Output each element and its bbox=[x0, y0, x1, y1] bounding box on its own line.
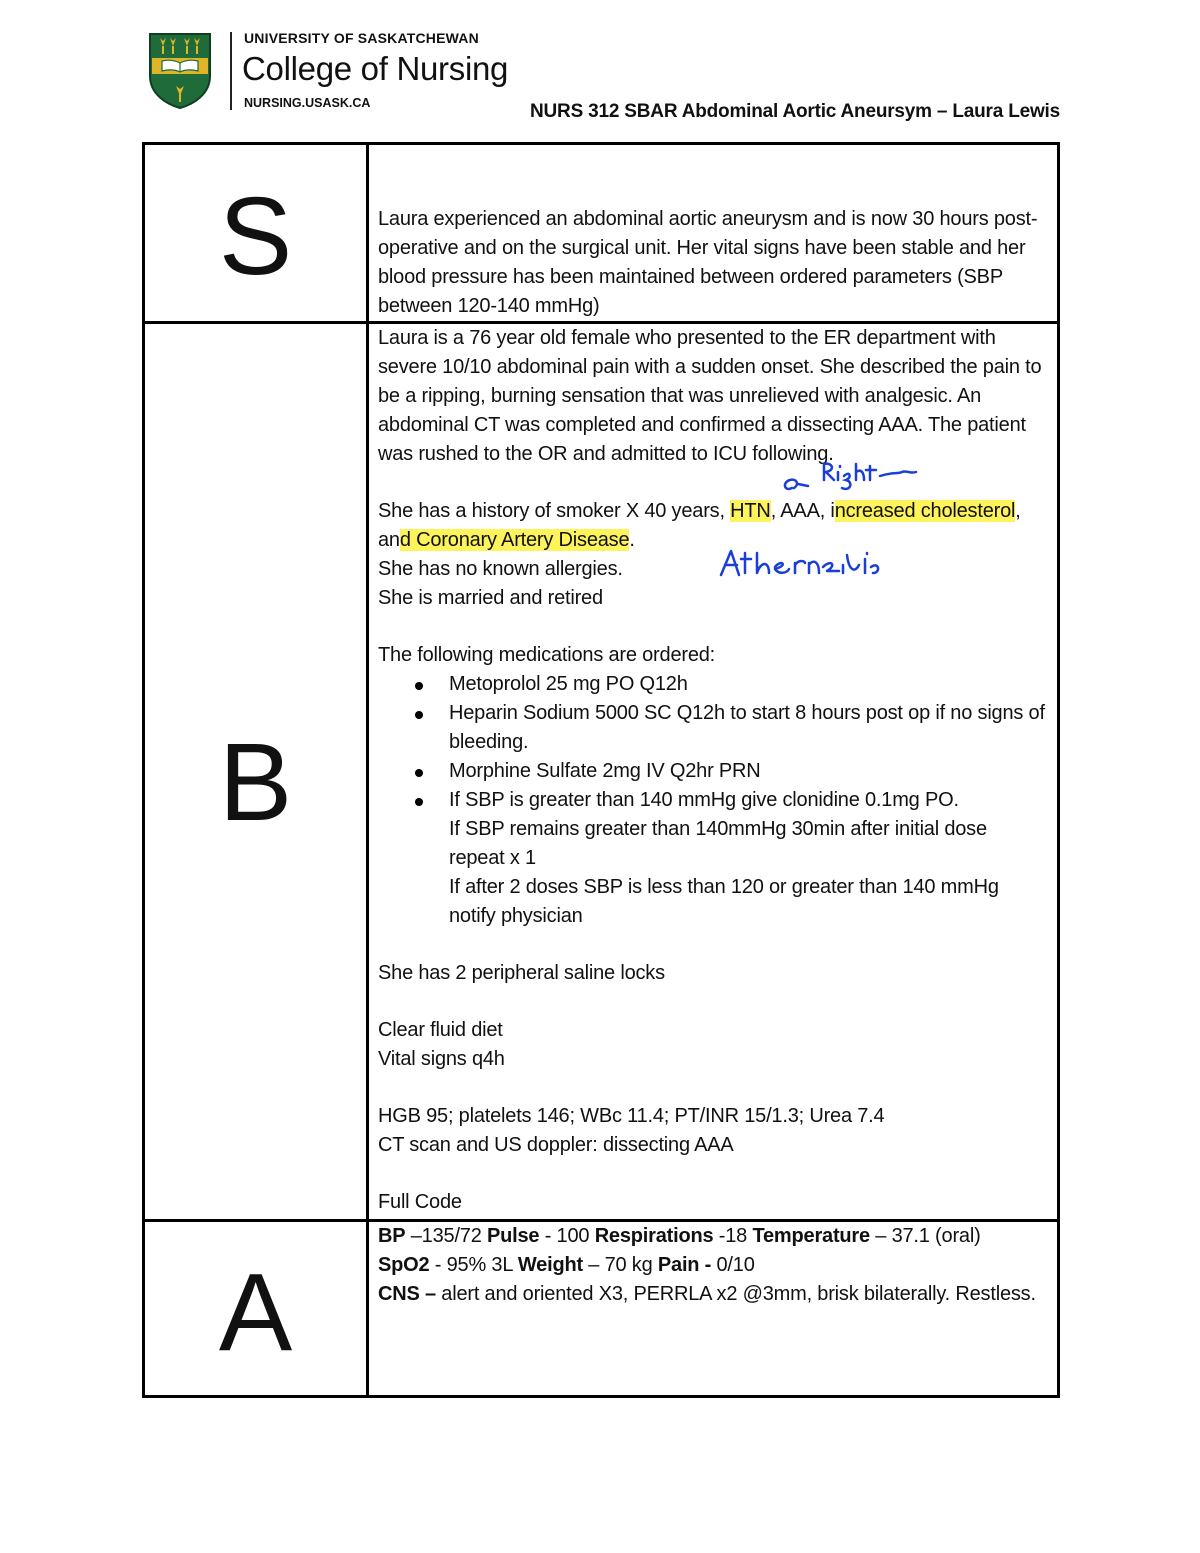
situation-row bbox=[144, 144, 1059, 323]
college-website: NURSING.USASK.CA bbox=[244, 96, 371, 110]
medication-followup: If SBP remains greater than 140mmHg 30min after initial dose repeat x 1 bbox=[449, 818, 987, 869]
vitals-line: BP –135/72 Pulse - 100 Respirations -18 Temperature – 37.1 (oral) bbox=[378, 1225, 981, 1247]
social-text: She is married and retired bbox=[378, 587, 603, 609]
highlight-htn: HTN bbox=[730, 500, 771, 522]
university-crest-icon bbox=[148, 32, 212, 110]
history-text: She has a history of smoker X 40 years, HTN, AAA, increased cholesterol, and Coronary Artery Disease. bbox=[378, 500, 1021, 551]
lines-text: She has 2 peripheral saline locks bbox=[378, 962, 665, 984]
medication-item: Morphine Sulfate 2mg IV Q2hr PRN bbox=[449, 757, 1047, 786]
medication-followup: If after 2 doses SBP is less than 120 or greater than 140 mmHg notify physician bbox=[449, 876, 999, 927]
document-header bbox=[0, 0, 1200, 140]
code-status-text: Full Code bbox=[378, 1191, 462, 1213]
assessment-letter-cell bbox=[144, 1221, 368, 1397]
situation-text: Laura experienced an abdominal aortic aneurysm and is now 30 hours post-operative and on the surgical unit. Her vital signs have been stable and her blood pressure has been maintained between ordered parameters (SBP between 120-140 mmHg) bbox=[378, 208, 1038, 317]
college-name: College of Nursing bbox=[242, 50, 509, 87]
situation-letter-cell bbox=[144, 144, 368, 323]
cns-line: CNS – alert and oriented X3, PERRLA x2 @3mm, brisk bilaterally. Restless. bbox=[378, 1283, 1036, 1305]
background-row bbox=[144, 323, 1059, 1221]
diet-text: Clear fluid diet bbox=[378, 1019, 503, 1041]
medication-item: If SBP is greater than 140 mmHg give clonidine 0.1mg PO. If SBP remains greater than 140mmHg 30min after initial dose repeat x 1 If after 2 doses SBP is less than 120 or greater than 140 mmHg notify physician bbox=[449, 786, 1047, 931]
situation-letter: S bbox=[218, 175, 293, 298]
sbar-table bbox=[142, 142, 1060, 1398]
medication-item: Metoprolol 25 mg PO Q12h bbox=[449, 670, 1047, 699]
situation-content bbox=[368, 144, 1059, 323]
header-divider bbox=[230, 32, 232, 110]
background-content bbox=[368, 323, 1059, 1221]
assessment-letter: A bbox=[218, 1251, 293, 1374]
imaging-text: CT scan and US doppler: dissecting AAA bbox=[378, 1134, 734, 1156]
background-letter: B bbox=[218, 721, 293, 844]
medication-list bbox=[378, 670, 1047, 931]
vitals-line-2: SpO2 - 95% 3L Weight – 70 kg Pain - 0/10 bbox=[378, 1254, 755, 1276]
allergies-text: She has no known allergies. bbox=[378, 558, 623, 580]
assessment-row bbox=[144, 1221, 1059, 1397]
vitals-frequency-text: Vital signs q4h bbox=[378, 1048, 505, 1070]
highlight-cholesterol: ncreased cholesterol bbox=[834, 500, 1016, 522]
assessment-content bbox=[368, 1221, 1059, 1397]
medication-item: Heparin Sodium 5000 SC Q12h to start 8 hours post op if no signs of bleeding. bbox=[449, 699, 1047, 757]
university-name: UNIVERSITY OF SASKATCHEWAN bbox=[244, 30, 479, 46]
presentation-text: Laura is a 76 year old female who presented to the ER department with severe 10/10 abdominal pain with a sudden onset. She described the pain to be a ripping, burning sensation that was unrelieved with analgesic. An abdominal CT was completed and confirmed a dissecting AAA. The patient was rushed to the OR and admitted to ICU following. bbox=[378, 327, 1042, 465]
document-title: NURS 312 SBAR Abdominal Aortic Aneursym – Laura Lewis bbox=[530, 101, 1060, 122]
labs-text: HGB 95; platelets 146; WBc 11.4; PT/INR 15/1.3; Urea 7.4 bbox=[378, 1105, 885, 1127]
highlight-cad: d Coronary Artery Disease bbox=[399, 529, 630, 551]
medications-intro: The following medications are ordered: bbox=[378, 644, 716, 666]
background-letter-cell bbox=[144, 323, 368, 1221]
